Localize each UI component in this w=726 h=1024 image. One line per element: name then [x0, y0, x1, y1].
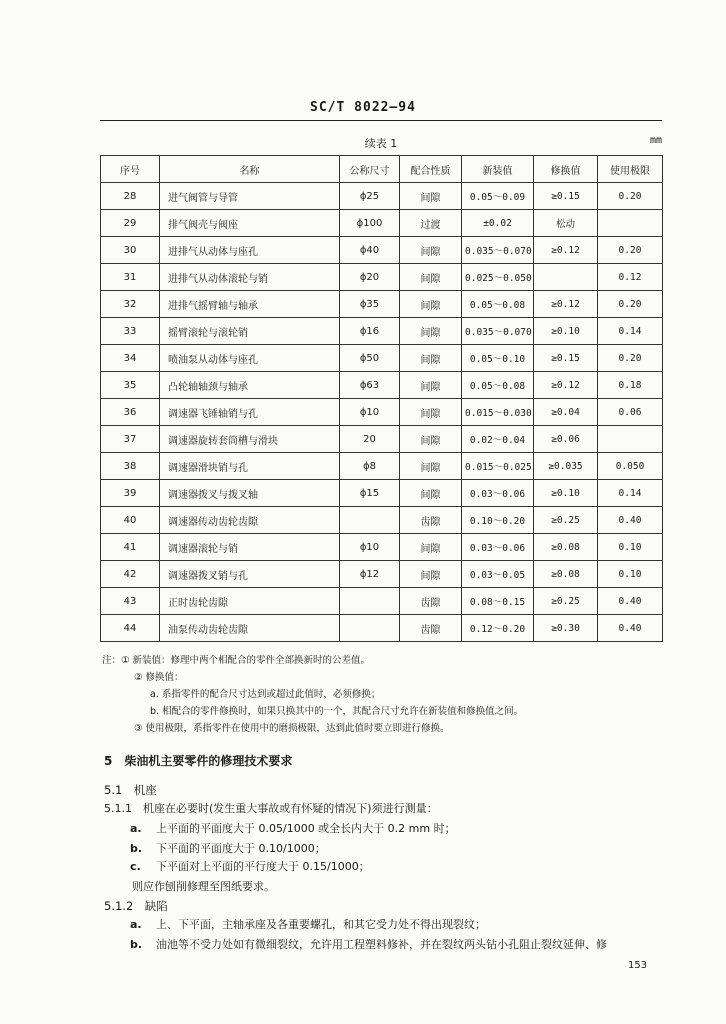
cell-index: 35: [101, 372, 160, 399]
table-row: [101, 291, 663, 318]
cell-replace-value: ≥0.15: [534, 345, 598, 372]
clause-5-1-1-b: [130, 840, 326, 856]
cell-nominal-size: ϕ63: [340, 372, 400, 399]
clause-5-1-1-c: [130, 858, 370, 874]
col-header-new-value: 新装值: [462, 156, 534, 183]
cell-fit-type: 间隙: [400, 480, 462, 507]
cell-new-value: 0.05～0.08: [462, 372, 534, 399]
note-1: 注：① 新装值：修理中两个相配合的零件全部换新时的公差值。: [102, 655, 371, 666]
cell-limit: 0.06: [598, 399, 663, 426]
page-number: 153: [628, 960, 648, 971]
item-label: b.: [130, 938, 143, 951]
cell-replace-value: ≥0.06: [534, 426, 598, 453]
item-label: c.: [130, 860, 141, 873]
cell-fit-type: 齿隙: [400, 615, 462, 642]
cell-name: 调速器滚轮与销: [160, 534, 340, 561]
cell-name: 进排气从动体滚轮与销: [160, 264, 340, 291]
cell-limit: 0.20: [598, 237, 663, 264]
note-3: ③ 使用极限，系指零件在使用中的磨损极限，达到此值时要立即进行修换。: [134, 723, 450, 734]
cell-nominal-size: ϕ50: [340, 345, 400, 372]
cell-index: 40: [101, 507, 160, 534]
cell-fit-type: 齿隙: [400, 507, 462, 534]
cell-replace-value: ≥0.30: [534, 615, 598, 642]
table-row: [101, 588, 663, 615]
cell-limit: 0.12: [598, 264, 663, 291]
table-row: [101, 318, 663, 345]
cell-name: 凸轮轴轴颈与轴承: [160, 372, 340, 399]
clause-5-1-1-tail: 则应作刨削修理至图纸要求。: [132, 880, 275, 893]
cell-name: 正时齿轮齿隙: [160, 588, 340, 615]
table-row: [101, 237, 663, 264]
table-header-row: [101, 156, 663, 183]
cell-fit-type: 间隙: [400, 291, 462, 318]
cell-limit: 0.20: [598, 291, 663, 318]
item-label: a.: [130, 918, 142, 931]
section-5-1-heading: 5.1 机座: [104, 783, 157, 797]
cell-limit: 0.40: [598, 588, 663, 615]
table-row: [101, 561, 663, 588]
table-row: [101, 480, 663, 507]
cell-limit: 0.20: [598, 345, 663, 372]
cell-limit: [598, 210, 663, 237]
note-2b: b. 相配合的零件修换时，如果只换其中的一个，其配合尺寸允许在新装值和修换值之间。: [150, 706, 524, 717]
section-5-heading: 5 柴油机主要零件的修理技术要求: [104, 754, 293, 768]
clause-5-1-1-a: [130, 820, 456, 836]
table-caption-text: 续表 1: [364, 137, 398, 150]
item-text: 下平面的平面度大于 0.10/1000；: [156, 842, 326, 855]
cell-name: 调速器传动齿轮齿隙: [160, 507, 340, 534]
standard-code: SC/T 8022—94: [310, 100, 416, 115]
col-header-name: 名称: [160, 156, 340, 183]
cell-replace-value: [534, 264, 598, 291]
cell-index: 34: [101, 345, 160, 372]
cell-fit-type: 间隙: [400, 237, 462, 264]
cell-replace-value: ≥0.25: [534, 588, 598, 615]
cell-index: 30: [101, 237, 160, 264]
cell-limit: 0.40: [598, 615, 663, 642]
cell-new-value: 0.035～0.070: [462, 237, 534, 264]
cell-name: 摇臂滚轮与滚轮销: [160, 318, 340, 345]
cell-fit-type: 间隙: [400, 426, 462, 453]
cell-replace-value: ≥0.12: [534, 291, 598, 318]
cell-nominal-size: ϕ25: [340, 183, 400, 210]
cell-new-value: 0.035～0.070: [462, 318, 534, 345]
col-header-limit: 使用极限: [598, 156, 663, 183]
cell-index: 31: [101, 264, 160, 291]
cell-fit-type: 间隙: [400, 561, 462, 588]
cell-name: 油泵传动齿轮齿隙: [160, 615, 340, 642]
col-header-replace-value: 修换值: [534, 156, 598, 183]
cell-name: 调速器滑块销与孔: [160, 453, 340, 480]
cell-new-value: 0.03～0.06: [462, 480, 534, 507]
cell-nominal-size: ϕ8: [340, 453, 400, 480]
cell-fit-type: 间隙: [400, 399, 462, 426]
clause-5-1-2-a: [130, 916, 486, 932]
cell-nominal-size: ϕ40: [340, 237, 400, 264]
cell-new-value: 0.08～0.15: [462, 588, 534, 615]
col-header-nominal-size: 公称尺寸: [340, 156, 400, 183]
item-text: 油池等不受力处如有微细裂纹，允许用工程塑料修补，并在裂纹两头钻小孔阻止裂纹延伸、修: [156, 938, 607, 951]
cell-fit-type: 间隙: [400, 318, 462, 345]
cell-limit: 0.10: [598, 561, 663, 588]
clause-5-1-2-b: [130, 936, 607, 952]
cell-fit-type: 间隙: [400, 183, 462, 210]
table-body: [101, 183, 663, 642]
clause-5-1-1: 5.1.1 机座在必要时(发生重大事故或有怀疑的情况下)须进行测量：: [104, 802, 438, 815]
cell-limit: 0.10: [598, 534, 663, 561]
cell-name: 进气阀管与导管: [160, 183, 340, 210]
cell-index: 37: [101, 426, 160, 453]
cell-limit: 0.18: [598, 372, 663, 399]
cell-index: 39: [101, 480, 160, 507]
item-text: 上平面的平面度大于 0.05/1000 或全长内大于 0.2 mm 时；: [156, 822, 456, 835]
cell-nominal-size: [340, 588, 400, 615]
cell-replace-value: ≥0.25: [534, 507, 598, 534]
cell-index: 33: [101, 318, 160, 345]
cell-nominal-size: ϕ10: [340, 399, 400, 426]
table-row: [101, 210, 663, 237]
cell-replace-value: ≥0.10: [534, 480, 598, 507]
cell-nominal-size: ϕ10: [340, 534, 400, 561]
cell-index: 32: [101, 291, 160, 318]
cell-limit: 0.14: [598, 480, 663, 507]
table-caption: [100, 135, 662, 151]
cell-nominal-size: 20: [340, 426, 400, 453]
cell-name: 调速器拨叉销与孔: [160, 561, 340, 588]
cell-new-value: 0.03～0.06: [462, 534, 534, 561]
cell-name: 喷油泵从动体与座孔: [160, 345, 340, 372]
col-header-fit-type: 配合性质: [400, 156, 462, 183]
cell-replace-value: ≥0.15: [534, 183, 598, 210]
cell-nominal-size: ϕ12: [340, 561, 400, 588]
note-2: ② 修换值：: [134, 672, 184, 683]
cell-fit-type: 间隙: [400, 345, 462, 372]
cell-new-value: 0.12～0.20: [462, 615, 534, 642]
cell-nominal-size: ϕ100: [340, 210, 400, 237]
cell-name: 调速器飞锤轴销与孔: [160, 399, 340, 426]
cell-index: 28: [101, 183, 160, 210]
cell-limit: 0.40: [598, 507, 663, 534]
cell-index: 38: [101, 453, 160, 480]
cell-limit: 0.20: [598, 183, 663, 210]
note-2a: a. 系指零件的配合尺寸达到或超过此值时，必须修换；: [150, 689, 381, 700]
item-text: 下平面对上平面的平行度大于 0.15/1000；: [156, 860, 370, 873]
cell-name: 调速器旋转套筒槽与滑块: [160, 426, 340, 453]
table-row: [101, 372, 663, 399]
cell-fit-type: 间隙: [400, 453, 462, 480]
cell-new-value: 0.05～0.09: [462, 183, 534, 210]
cell-name: 进排气从动体与座孔: [160, 237, 340, 264]
cell-new-value: 0.015～0.030: [462, 399, 534, 426]
clearance-table: [100, 155, 663, 642]
table-unit: mm: [649, 135, 662, 146]
cell-name: 进排气摇臂轴与轴承: [160, 291, 340, 318]
cell-fit-type: 间隙: [400, 534, 462, 561]
cell-fit-type: 齿隙: [400, 588, 462, 615]
table-row: [101, 399, 663, 426]
table-row: [101, 615, 663, 642]
cell-new-value: 0.02～0.04: [462, 426, 534, 453]
cell-limit: 0.14: [598, 318, 663, 345]
cell-new-value: 0.10～0.20: [462, 507, 534, 534]
table-row: [101, 264, 663, 291]
cell-fit-type: 过渡: [400, 210, 462, 237]
table-row: [101, 426, 663, 453]
cell-name: 调速器拨叉与拨叉轴: [160, 480, 340, 507]
cell-index: 43: [101, 588, 160, 615]
cell-new-value: 0.03～0.05: [462, 561, 534, 588]
cell-index: 44: [101, 615, 160, 642]
cell-name: 排气阀壳与阀座: [160, 210, 340, 237]
cell-nominal-size: [340, 615, 400, 642]
table-row: [101, 534, 663, 561]
cell-replace-value: ≥0.08: [534, 534, 598, 561]
table-row: [101, 345, 663, 372]
cell-nominal-size: ϕ15: [340, 480, 400, 507]
cell-limit: 0.050: [598, 453, 663, 480]
item-label: b.: [130, 842, 143, 855]
cell-replace-value: ≥0.04: [534, 399, 598, 426]
cell-new-value: ±0.02: [462, 210, 534, 237]
cell-index: 42: [101, 561, 160, 588]
cell-limit: [598, 426, 663, 453]
cell-replace-value: ≥0.10: [534, 318, 598, 345]
cell-new-value: 0.05～0.08: [462, 291, 534, 318]
cell-index: 29: [101, 210, 160, 237]
cell-nominal-size: ϕ35: [340, 291, 400, 318]
table-notes: [102, 652, 524, 737]
cell-replace-value: ≥0.12: [534, 372, 598, 399]
table-row: [101, 453, 663, 480]
cell-replace-value: ≥0.035: [534, 453, 598, 480]
item-text: 上、下平面，主轴承座及各重要螺孔，和其它受力处不得出现裂纹；: [156, 918, 486, 931]
cell-nominal-size: ϕ16: [340, 318, 400, 345]
item-label: a.: [130, 822, 142, 835]
cell-fit-type: 间隙: [400, 264, 462, 291]
cell-new-value: 0.025～0.050: [462, 264, 534, 291]
header-rule: [100, 120, 662, 121]
cell-replace-value: 松动: [534, 210, 598, 237]
table-row: [101, 507, 663, 534]
cell-replace-value: ≥0.12: [534, 237, 598, 264]
cell-fit-type: 间隙: [400, 372, 462, 399]
cell-new-value: 0.05～0.10: [462, 345, 534, 372]
cell-index: 41: [101, 534, 160, 561]
col-header-index: 序号: [101, 156, 160, 183]
cell-nominal-size: ϕ20: [340, 264, 400, 291]
table-row: [101, 183, 663, 210]
clause-5-1-2-heading: 5.1.2 缺陷: [104, 899, 168, 913]
cell-nominal-size: [340, 507, 400, 534]
cell-index: 36: [101, 399, 160, 426]
cell-replace-value: ≥0.08: [534, 561, 598, 588]
cell-new-value: 0.015～0.025: [462, 453, 534, 480]
